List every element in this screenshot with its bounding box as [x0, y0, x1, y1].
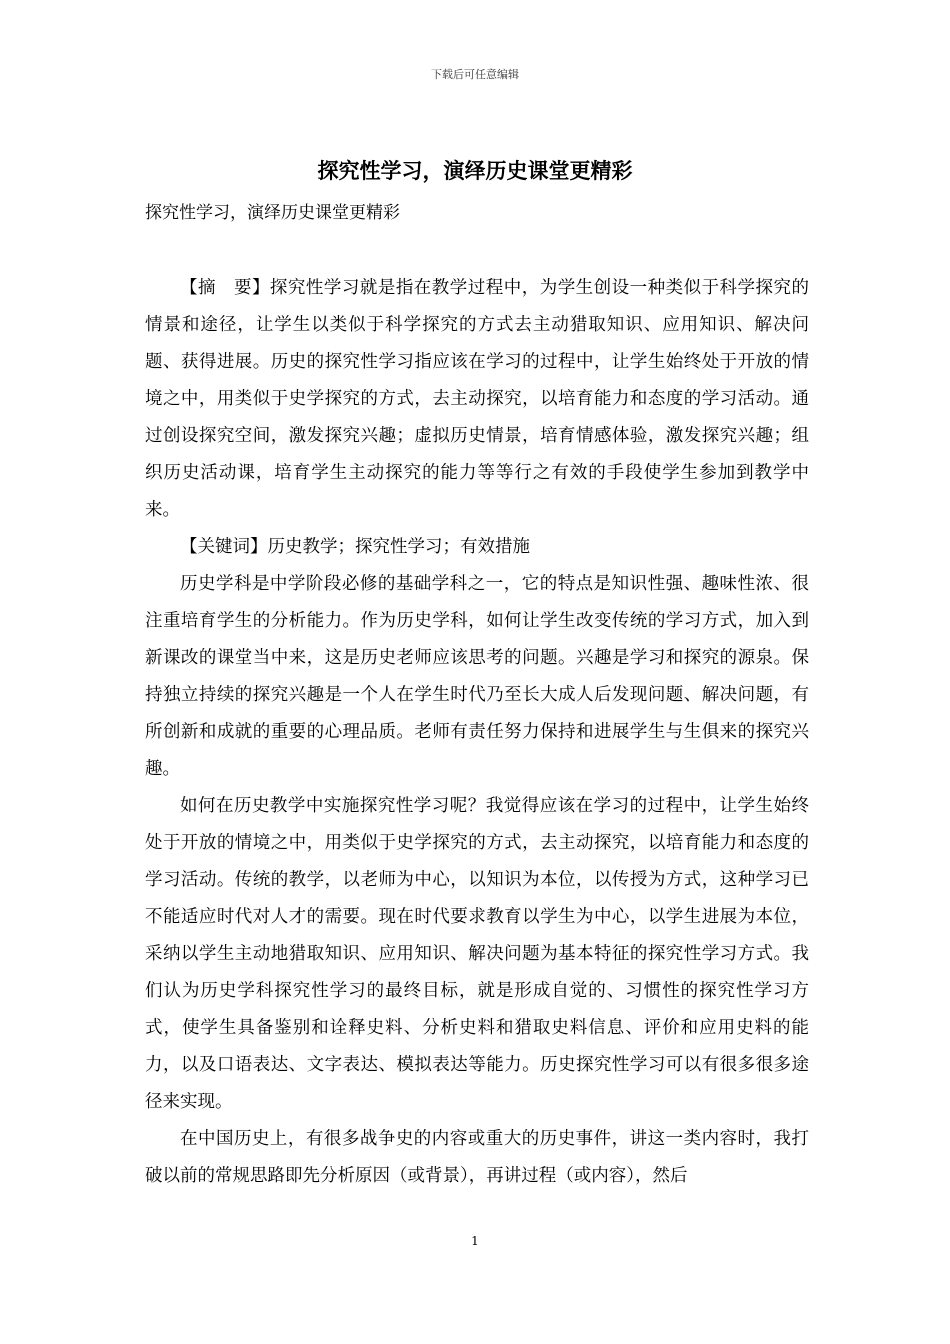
- keywords-paragraph: 【关键词】历史教学；探究性学习；有效措施: [180, 537, 530, 557]
- document-title: 探究性学习，演绎历史课堂更精彩: [317, 158, 633, 183]
- body-paragraph: 在中国历史上，有很多战争史的内容或重大的历史事件，讲这一类内容时，我打破以前的常规思路即先分析原因（或背景），再讲过程（或内容），然后: [145, 1129, 809, 1186]
- document-body: [145, 270, 809, 1195]
- body-paragraph: 历史学科是中学阶段必修的基础学科之一，它的特点是知识性强、趣味性浓、很注重培育学生的分析能力。作为历史学科，如何让学生改变传统的学习方式，加入到新课改的课堂当中来，这是历史老师应该思考的问题。兴趣是学习和探究的源泉。保持独立持续的探究兴趣是一个人在学生时代乃至长大成人后发现问题、解决问题，有所创新和成就的重要的心理品质。老师有责任努力保持和进展学生与生俱来的探究兴趣。: [145, 574, 809, 779]
- document-subtitle: 探究性学习，演绎历史课堂更精彩: [145, 203, 400, 223]
- abstract-paragraph: 【摘 要】探究性学习就是指在教学过程中，为学生创设一种类似于科学探究的情景和途径，让学生以类似于科学探究的方式去主动猎取知识、应用知识、解决问题、获得进展。历史的探究性学习指应该在学习的过程中，让学生始终处于开放的情境之中，用类似于史学探究的方式，去主动探究，以培育能力和态度的学习活动。通过创设探究空间，激发探究兴趣；虚拟历史情景，培育情感体验，激发探究兴趣；组织历史活动课，培育学生主动探究的能力等等行之有效的手段使学生参加到教学中来。: [145, 278, 809, 520]
- body-paragraph: 如何在历史教学中实施探究性学习呢？我觉得应该在学习的过程中，让学生始终处于开放的情境之中，用类似于史学探究的方式，去主动探究，以培育能力和态度的学习活动。传统的教学，以老师为中心，以知识为本位，以传授为方式，这种学习已不能适应时代对人才的需要。现在时代要求教育以学生为中心，以学生进展为本位，采纳以学生主动地猎取知识、应用知识、解决问题为基本特征的探究性学习方式。我们认为历史学科探究性学习的最终目标，就是形成自觉的、习惯性的探究性学习方式，使学生具备鉴别和诠释史料、分析史料和猎取史料信息、评价和应用史料的能力，以及口语表达、文字表达、模拟表达等能力。历史探究性学习可以有很多很多途径来实现。: [145, 796, 809, 1112]
- page-header-note: 下载后可任意编辑: [431, 68, 519, 81]
- page-number: 1: [471, 1234, 479, 1248]
